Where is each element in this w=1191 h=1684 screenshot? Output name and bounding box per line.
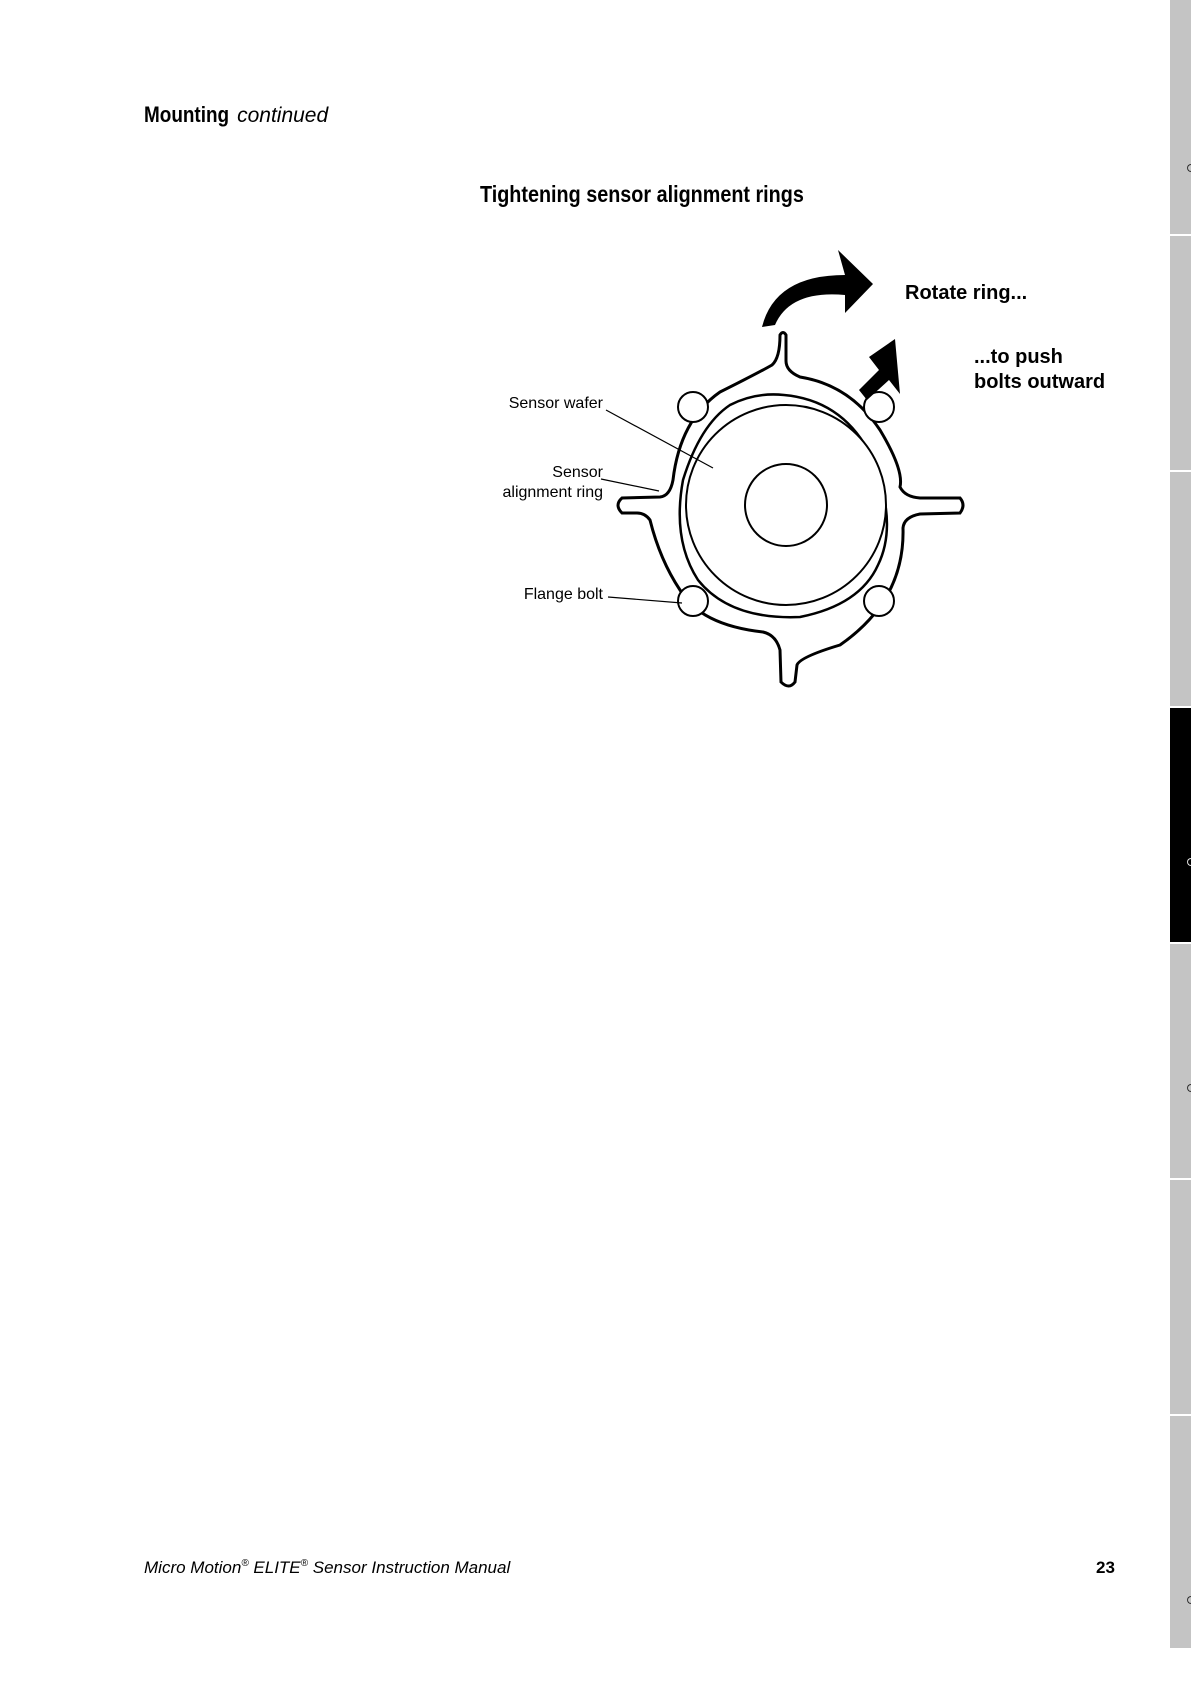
section-heading-title: Mounting	[144, 102, 230, 127]
side-tab-1[interactable]	[1170, 0, 1191, 236]
side-tab-4-active[interactable]	[1170, 708, 1191, 944]
side-tab-7[interactable]	[1170, 1416, 1191, 1650]
flange-bolt-top-left	[678, 392, 708, 422]
registered-mark: ®	[241, 1558, 249, 1569]
side-tab-2[interactable]	[1170, 236, 1191, 472]
push-arrow-icon	[859, 339, 900, 400]
callout-alignment-ring-line1: Sensor	[552, 464, 603, 481]
leader-flange-bolt	[608, 597, 682, 603]
callout-push-line1: ...to push	[974, 346, 1063, 368]
rotate-arrow-icon	[762, 250, 873, 327]
registered-mark-2: ®	[300, 1558, 309, 1569]
sensor-bore	[745, 464, 827, 546]
footer-title-part3: Sensor Instruction Manual	[308, 1558, 511, 1577]
callout-rotate: Rotate ring...	[905, 282, 1028, 304]
side-tab-strip	[1170, 0, 1191, 1684]
footer-title-part2: ELITE	[248, 1558, 301, 1577]
side-tab-6[interactable]	[1170, 1180, 1191, 1416]
footer-title-part1: Micro Motion	[144, 1558, 242, 1577]
leader-alignment-ring	[601, 479, 659, 491]
callout-alignment-ring-line2: alignment ring	[502, 484, 603, 501]
page-number: 23	[1096, 1558, 1115, 1577]
callout-flange-bolt: Flange bolt	[523, 586, 603, 603]
section-heading-continued: continued	[237, 104, 329, 127]
side-tab-3[interactable]	[1170, 472, 1191, 708]
figure-title: Tightening sensor alignment rings	[480, 181, 804, 207]
flange-bolt-bottom-right	[864, 586, 894, 616]
callout-sensor-wafer: Sensor wafer	[508, 395, 603, 412]
flange-bolt-bottom-left	[678, 586, 708, 616]
footer-manual-title	[144, 1558, 510, 1578]
callout-push-line2: bolts outward	[974, 371, 1106, 393]
side-tab-5[interactable]	[1170, 944, 1191, 1180]
